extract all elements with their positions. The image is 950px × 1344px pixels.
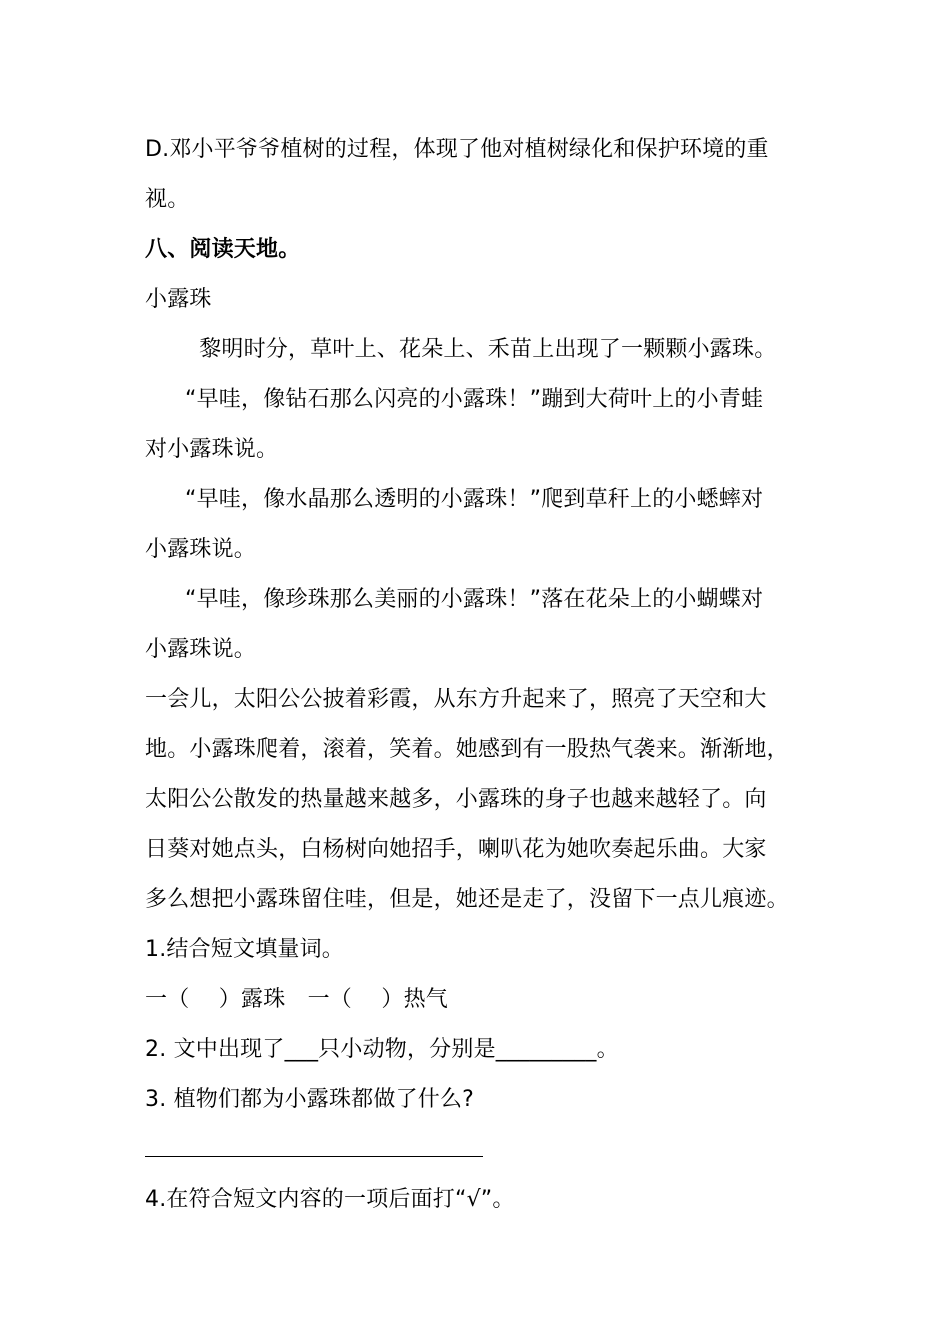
story-paragraph-3-line-1: “早哇，像水晶那么透明的小露珠！”爬到草秆上的小蟋蟀对 [185,487,764,512]
story-paragraph-5-line-4: 日葵对她点头，白杨树向她招手，喇叭花为她吹奏起乐曲。大家 [145,837,767,862]
option-d-line-2: 视。 [145,187,190,212]
story-paragraph-5-line-1: 一会儿，太阳公公披着彩霞，从东方升起来了，照亮了天空和大 [145,687,767,712]
story-paragraph-2-line-2: 对小露珠说。 [145,437,279,462]
option-d-line-1: D.邓小平爷爷植树的过程，体现了他对植树绿化和保护环境的重 [145,137,769,162]
story-paragraph-5-line-5: 多么想把小露珠留住哇，但是，她还是走了，没留下一点儿痕迹。 [145,887,789,912]
question-4: 4.在符合短文内容的一项后面打“√”。 [145,1187,515,1212]
question-3: 3. 植物们都为小露珠都做了什么? [145,1087,475,1112]
story-paragraph-2-line-1: “早哇，像钻石那么闪亮的小露珠！”蹦到大荷叶上的小青蛙 [185,387,764,412]
question-2: 2. 文中出现了___只小动物，分别是_________。 [145,1037,619,1062]
story-paragraph-3-line-2: 小露珠说。 [145,537,257,562]
story-paragraph-5-line-2: 地。小露珠爬着，滚着，笑着。她感到有一股热气袭来。渐渐地， [145,737,789,762]
section-heading: 八、阅读天地。 [145,237,301,262]
story-paragraph-4-line-2: 小露珠说。 [145,637,257,662]
question-1: 1.结合短文填量词。 [145,937,344,962]
story-title: 小露珠 [145,287,212,312]
story-paragraph-1: 黎明时分，草叶上、花朵上、禾苗上出现了一颗颗小露珠。 [177,337,777,362]
story-paragraph-4-line-1: “早哇，像珍珠那么美丽的小露珠！”落在花朵上的小蝴蝶对 [185,587,764,612]
story-paragraph-5-line-3: 太阳公公散发的热量越来越多，小露珠的身子也越来越轻了。向 [145,787,767,812]
question-1-blanks: 一（ ）露珠 一（ ）热气 [145,987,448,1012]
answer-blank-line [145,1156,483,1157]
